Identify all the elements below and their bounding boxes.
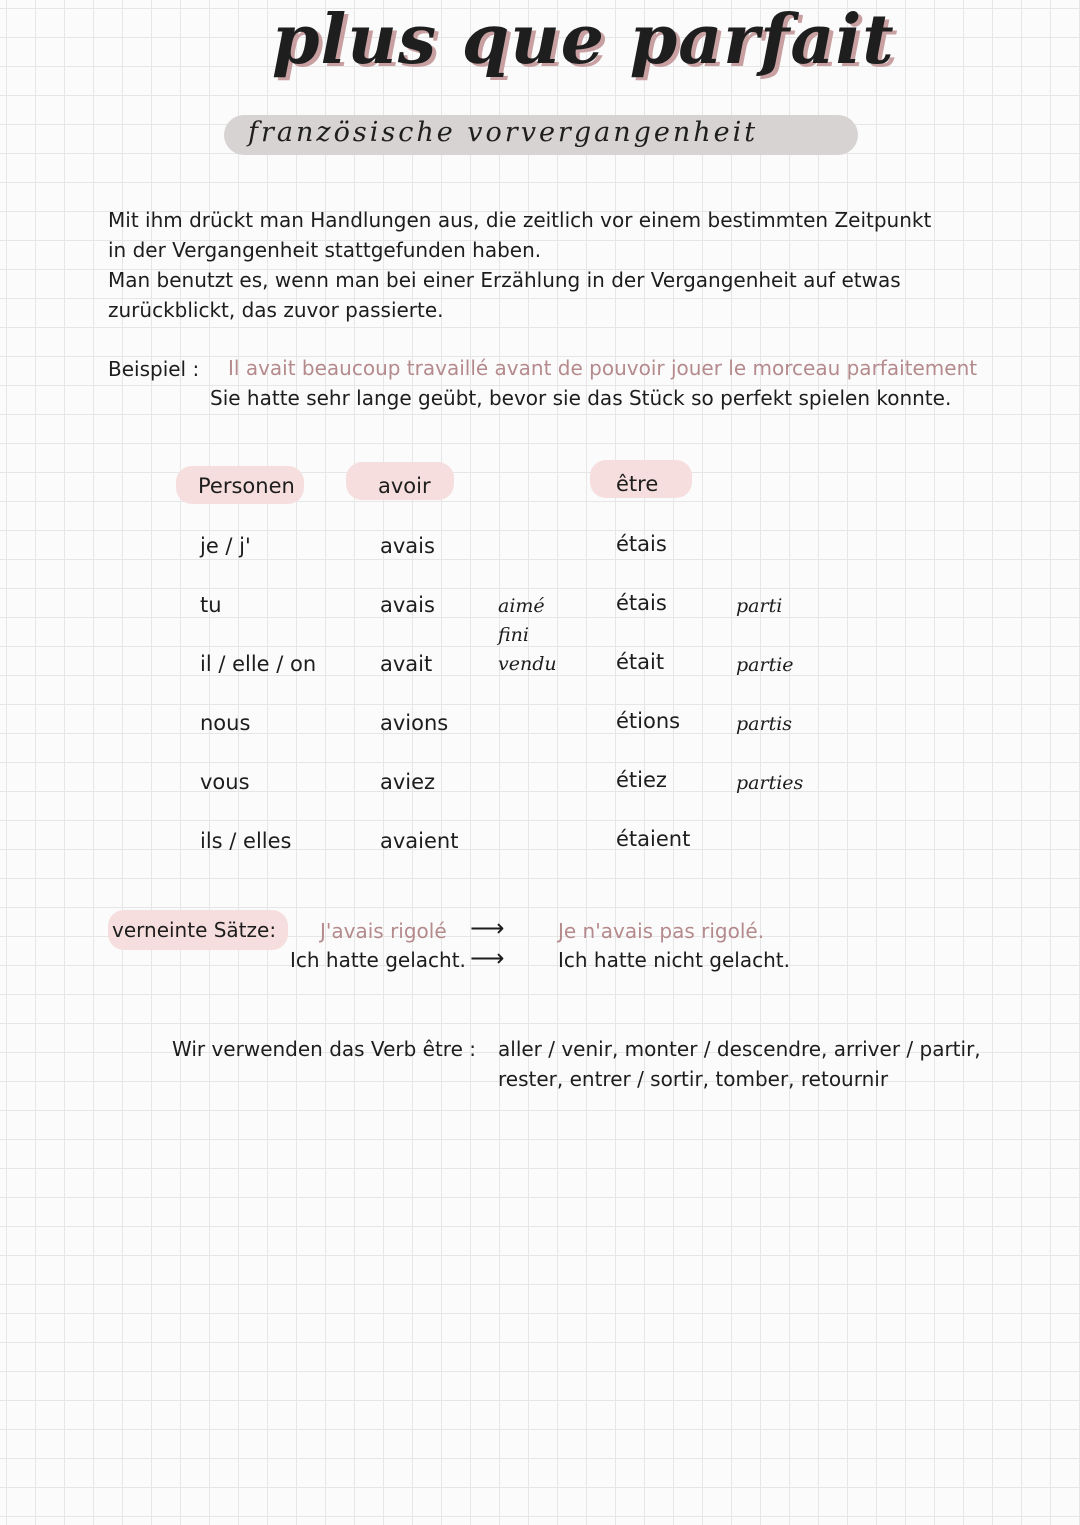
etre-verbs-line-1: aller / venir, monter / descendre, arriver / partir, (498, 1037, 981, 1061)
participle-etre: partis (736, 713, 793, 735)
table-person: il / elle / on (200, 652, 317, 676)
arrow-icon: ⟶ (470, 914, 505, 942)
table-etre: étiez (616, 768, 667, 792)
intro-line-2: in der Vergangenheit stattgefunden haben. (108, 238, 542, 262)
table-avoir: aviez (380, 770, 436, 794)
negation-fr-positive: J'avais rigolé (320, 919, 447, 943)
table-etre: étais (616, 591, 667, 615)
intro-line-3: Man benutzt es, wenn man bei einer Erzählung in der Vergangenheit auf etwas (108, 268, 901, 292)
table-etre: étaient (616, 827, 691, 851)
table-etre: était (616, 650, 665, 674)
negation-label: verneinte Sätze: (112, 918, 277, 942)
table-avoir: avaient (380, 829, 459, 853)
table-person: je / j' (200, 534, 251, 558)
header-persons: Personen (198, 474, 295, 498)
participle-etre: partie (736, 654, 794, 676)
etre-verbs-line-2: rester, entrer / sortir, tomber, retournir (498, 1067, 889, 1091)
table-person: vous (200, 770, 250, 794)
table-avoir: avions (380, 711, 449, 735)
intro-line-4: zurückblickt, das zuvor passierte. (108, 298, 444, 322)
table-etre: étais (616, 532, 667, 556)
etre-verbs-label: Wir verwenden das Verb être : (172, 1037, 476, 1061)
table-avoir: avait (380, 652, 433, 676)
participle-etre: parties (736, 772, 804, 794)
participle-etre: parti (736, 595, 783, 617)
negation-fr-negative: Je n'avais pas rigolé. (558, 919, 765, 943)
table-avoir: avais (380, 593, 435, 617)
participle-avoir: fini (498, 624, 529, 646)
participle-avoir: vendu (498, 653, 557, 675)
table-person: nous (200, 711, 251, 735)
negation-de-positive: Ich hatte gelacht. (290, 948, 466, 972)
example-german: Sie hatte sehr lange geübt, bevor sie das Stück so perfekt spielen konnte. (210, 386, 952, 410)
participle-avoir: aimé (498, 595, 545, 617)
table-avoir: avais (380, 534, 435, 558)
header-etre: être (616, 472, 659, 496)
table-person: tu (200, 593, 222, 617)
table-etre: étions (616, 709, 681, 733)
example-french: Il avait beaucoup travaillé avant de pouvoir jouer le morceau parfaitement (228, 356, 978, 380)
header-avoir: avoir (378, 474, 431, 498)
negation-de-negative: Ich hatte nicht gelacht. (558, 948, 790, 972)
arrow-icon: ⟶ (470, 944, 505, 972)
page-subtitle: französische vorvergangenheit (248, 117, 759, 148)
table-person: ils / elles (200, 829, 292, 853)
intro-line-1: Mit ihm drückt man Handlungen aus, die zeitlich vor einem bestimmten Zeitpunkt (108, 208, 932, 232)
example-label: Beispiel : (108, 357, 200, 381)
page-title: plus que parfait (272, 0, 895, 80)
